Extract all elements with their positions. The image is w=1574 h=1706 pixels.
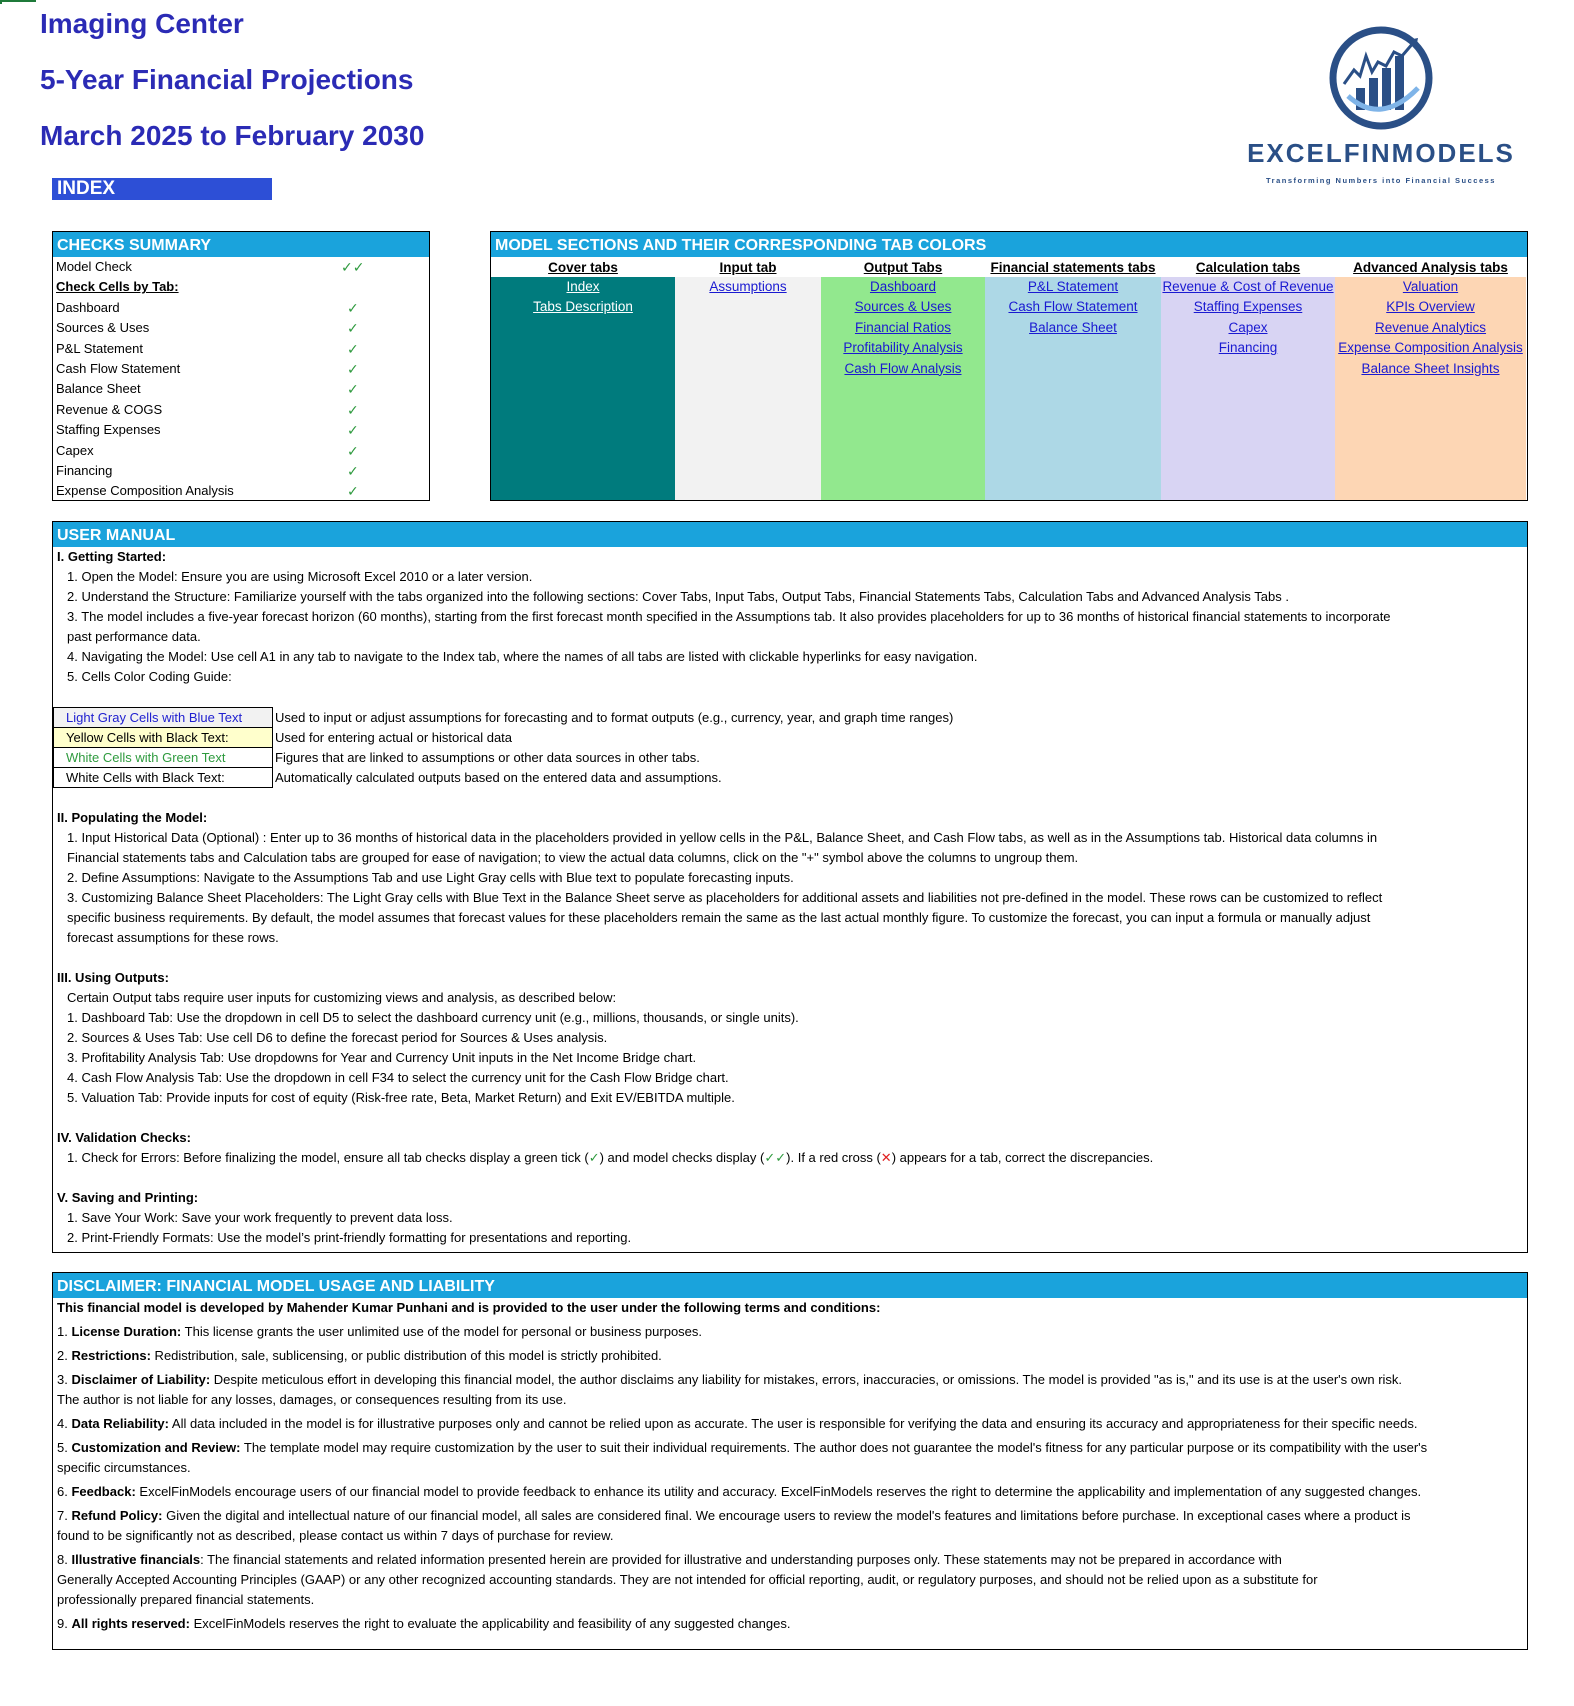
disclaimer-text: : The financial statements and related information presented herein are provided for illustrative and understanding purposes only. These statements may not be prepared in accordance with — [200, 1552, 1282, 1567]
disclaimer-line — [53, 1414, 1527, 1434]
check-tab-label: Capex — [56, 442, 94, 458]
check-tab-label: Sources & Uses — [56, 320, 150, 336]
disclaimer-text: ExcelFinModels encourage users of our financial model to provide feedback to enhance its utility and accuracy. ExcelFinModels reserves the right to determine the applicability and implementation of any suggested changes. — [135, 1484, 1422, 1499]
double-tick-icon: ✓✓ — [764, 1150, 787, 1165]
manual-line: 4. Navigating the Model: Use cell A1 in any tab to navigate to the Index tab, where the names of all tabs are listed with clickable hyperlinks for easy navigation. — [67, 649, 978, 664]
disclaimer-line — [53, 1482, 1527, 1502]
manual-line: 1. Input Historical Data (Optional) : Enter up to 36 months of historical data in the placeholders provided in yellow cells in the P&L, Balance Sheet, and Cash Flow tabs, as well as in the Assumptions tab. Historical data columns in — [67, 830, 1378, 845]
disclaimer-text: The template model may require customization by the user to suit their individual requirements. The author does not guarantee the model's fitness for any particular purpose or its compatibility with the user's — [240, 1440, 1428, 1455]
disclaimer-item — [53, 1414, 1527, 1434]
section-populating-title: II. Populating the Model: — [57, 810, 208, 825]
section-column-body — [1335, 277, 1526, 500]
disclaimer-intro: This financial model is developed by Mahender Kumar Punhani and is provided to the user under the following terms and conditions: — [57, 1300, 881, 1315]
check-row — [53, 400, 429, 420]
check-tab-label: Cash Flow Statement — [56, 360, 181, 376]
section-column — [1161, 257, 1335, 500]
manual-line: 2. Understand the Structure: Familiarize yourself with the tabs organized into the following sections: Cover Tabs, Input Tabs, Output Tabs, Financial Statements Tabs, Calculation Tabs and Advanced Analysis Tabs . — [67, 589, 1289, 604]
section-column — [985, 257, 1161, 500]
title-projections: 5-Year Financial Projections — [40, 64, 414, 95]
section-column-title: Advanced Analysis tabs — [1335, 257, 1526, 277]
index-link[interactable]: INDEX — [52, 178, 272, 200]
check-icon: ✓ — [347, 320, 359, 337]
tab-link[interactable]: Assumptions — [709, 279, 787, 294]
check-icon: ✓ — [347, 340, 359, 357]
disclaimer-text: Despite meticulous effort in developing this financial model, the author disclaims any liability for mistakes, errors, inaccuracies, or omissions. The model is provided "as is," and its use is at the user's own risk. — [210, 1372, 1403, 1387]
section-column-title: Financial statements tabs — [985, 257, 1161, 277]
tab-link[interactable]: Profitability Analysis — [843, 340, 963, 356]
red-cross-icon: ✕ — [880, 1150, 892, 1165]
logo-chart-icon — [1236, 26, 1526, 136]
tab-link[interactable]: Cash Flow Statement — [1008, 299, 1138, 315]
model-sections-header: MODEL SECTIONS AND THEIR CORRESPONDING TAB COLORS — [491, 232, 1527, 257]
legend-description: Automatically calculated outputs based on the entered data and assumptions. — [275, 770, 722, 785]
disclaimer-line — [53, 1506, 1527, 1526]
check-row — [53, 359, 429, 379]
disclaimer-term: License Duration: — [71, 1324, 182, 1339]
disclaimer-num: 3. — [57, 1372, 72, 1387]
tab-link[interactable]: Index — [566, 279, 600, 294]
section-column-body — [985, 277, 1161, 500]
disclaimer-text: Redistribution, sale, sublicensing, or public distribution of this model is strictly prohibited. — [150, 1348, 662, 1363]
section-column-title: Calculation tabs — [1161, 257, 1335, 277]
disclaimer-num: 5. — [57, 1440, 72, 1455]
tab-link[interactable]: P&L Statement — [1027, 279, 1119, 294]
check-icon: ✓ — [347, 422, 359, 439]
disclaimer-text: This license grants the user unlimited use of the model for personal or business purposes. — [181, 1324, 703, 1339]
disclaimer-term: Illustrative financials — [71, 1552, 201, 1567]
check-icon: ✓ — [347, 381, 359, 398]
manual-line: 4. Cash Flow Analysis Tab: Use the dropdown in cell F34 to select the currency unit for the Cash Flow Bridge chart. — [67, 1070, 729, 1085]
tab-link[interactable]: Revenue Analytics — [1374, 319, 1487, 335]
legend-swatch: White Cells with Black Text: — [53, 768, 273, 788]
validation-check-text — [53, 1148, 1527, 1168]
disclaimer-term: All rights reserved: — [71, 1616, 190, 1631]
check-icon: ✓ — [347, 360, 359, 377]
user-manual-panel — [52, 521, 1528, 1253]
manual-line: specific business requirements. By default, the model assumes that forecast values for these placeholders remain the same as the last actual monthly figure. To customize the forecast, you can input a formula or manually adjust — [67, 910, 1371, 925]
manual-line: 1. Open the Model: Ensure you are using Microsoft Excel 2010 or a later version. — [67, 569, 533, 584]
model-check-row — [53, 257, 429, 277]
check-row — [53, 481, 429, 501]
manual-line: Financial statements tabs and Calculation tabs are grouped for ease of navigation; to view the actual data columns, click on the "+" symbol above the columns to ungroup them. — [67, 850, 1079, 865]
disclaimer-term: Refund Policy: — [71, 1508, 163, 1523]
disclaimer-item — [53, 1322, 1527, 1342]
section-getting-started-title: I. Getting Started: — [57, 549, 167, 564]
check-tab-label: P&L Statement — [56, 340, 143, 356]
manual-line: 3. Customizing Balance Sheet Placeholders: The Light Gray cells with Blue Text in the Balance Sheet serve as placeholders for additional assets and liabilities not pre-defined in the model. These rows can be customized to reflect — [67, 890, 1383, 905]
disclaimer-text: All data included in the model is for illustrative purposes only and cannot be relied upon as accurate. The user is responsible for verifying the data and ensuring its accuracy and appropriateness for their specific needs. — [169, 1416, 1418, 1431]
manual-line: past performance data. — [67, 629, 201, 644]
manual-line: Certain Output tabs require user inputs for customizing views and analysis, as described below: — [67, 990, 617, 1005]
check-icon: ✓ — [347, 483, 359, 500]
tab-link[interactable]: Expense Composition Analysis — [1338, 340, 1523, 356]
section-using-outputs-title: III. Using Outputs: — [57, 970, 169, 985]
disclaimer-line — [53, 1322, 1527, 1342]
validation-text-c: ). If a red cross ( — [786, 1150, 881, 1165]
double-check-icon: ✓✓ — [341, 259, 365, 275]
tab-link[interactable]: KPIs Overview — [1386, 299, 1475, 315]
green-tick-icon: ✓ — [588, 1150, 600, 1165]
disclaimer-num: 9. — [57, 1616, 72, 1631]
disclaimer-term: Customization and Review: — [71, 1440, 241, 1455]
disclaimer-text: Generally Accepted Accounting Principles (GAAP) or any other recognized accounting standards. They are not intended for official reporting, audit, or regulatory purposes, and should not be relied upon as a substitute for — [57, 1572, 1318, 1587]
check-row — [53, 461, 429, 481]
tab-link[interactable]: Valuation — [1402, 279, 1459, 294]
check-icon: ✓ — [347, 401, 359, 418]
tab-link[interactable]: Capex — [1228, 319, 1268, 335]
manual-line: 2. Print-Friendly Formats: Use the model’s print-friendly formatting for presentations and reporting. — [67, 1230, 632, 1245]
manual-line: 2. Define Assumptions: Navigate to the Assumptions Tab and use Light Gray cells with Blue text to populate forecasting inputs. — [67, 870, 794, 885]
check-tab-label: Balance Sheet — [56, 381, 141, 397]
section-column-title: Output Tabs — [821, 257, 985, 277]
check-cells-by-tab-label: Check Cells by Tab: — [56, 279, 179, 295]
legend-description: Figures that are linked to assumptions or other data sources in other tabs. — [275, 750, 700, 765]
section-column — [821, 257, 985, 500]
check-row — [53, 318, 429, 338]
legend-description: Used for entering actual or historical data — [275, 730, 513, 745]
user-manual-header: USER MANUAL — [53, 522, 1527, 547]
check-items-list — [53, 298, 429, 502]
legend-swatch: White Cells with Green Text — [53, 748, 273, 768]
title-period: March 2025 to February 2030 — [40, 120, 425, 151]
tab-link[interactable]: Financial Ratios — [854, 319, 952, 335]
model-check-label: Model Check — [56, 259, 132, 274]
disclaimer-term: Data Reliability: — [71, 1416, 169, 1431]
section-column — [491, 257, 675, 500]
disclaimer-num: 2. — [57, 1348, 72, 1363]
disclaimer-num: 6. — [57, 1484, 72, 1499]
section-column-title: Input tab — [675, 257, 821, 277]
manual-line: 1. Dashboard Tab: Use the dropdown in cell D5 to select the dashboard currency unit (e.g., millions, thousands, or single units). — [67, 1010, 799, 1025]
disclaimer-item — [53, 1482, 1527, 1502]
disclaimer-text: specific circumstances. — [57, 1460, 191, 1475]
disclaimer-item — [53, 1438, 1527, 1478]
disclaimer-num: 8. — [57, 1552, 72, 1567]
legend-row — [53, 768, 722, 788]
tab-link[interactable]: Staffing Expenses — [1193, 299, 1303, 315]
tab-link[interactable]: Financing — [1218, 340, 1278, 356]
disclaimer-item — [53, 1614, 1527, 1634]
check-row — [53, 420, 429, 440]
disclaimer-term: Restrictions: — [71, 1348, 151, 1363]
check-tab-label: Staffing Expenses — [56, 422, 161, 438]
disclaimer-item — [53, 1370, 1527, 1410]
section-column-body — [821, 277, 985, 500]
disclaimer-line — [53, 1550, 1527, 1570]
validation-text-d: ) appears for a tab, correct the discrepancies. — [891, 1150, 1154, 1165]
disclaimer-item — [53, 1550, 1527, 1610]
section-validation-title: IV. Validation Checks: — [57, 1130, 191, 1145]
disclaimer-line — [53, 1570, 1527, 1590]
section-column-title: Cover tabs — [491, 257, 675, 277]
section-column-body — [491, 277, 675, 500]
logo-tagline: Transforming Numbers into Financial Success — [1266, 176, 1496, 185]
excelfinmodels-logo — [1236, 26, 1526, 196]
manual-line: 5. Cells Color Coding Guide: — [67, 669, 232, 684]
check-icon: ✓ — [347, 462, 359, 479]
legend-row — [53, 728, 513, 748]
tab-link[interactable]: Balance Sheet Insights — [1361, 360, 1500, 376]
disclaimer-header: DISCLAIMER: FINANCIAL MODEL USAGE AND LIABILITY — [53, 1273, 1527, 1298]
disclaimer-text: professionally prepared financial statements. — [57, 1592, 315, 1607]
sheet-corner-marker — [0, 0, 36, 4]
legend-swatch: Light Gray Cells with Blue Text — [53, 708, 273, 728]
manual-line: 3. Profitability Analysis Tab: Use dropdowns for Year and Currency Unit inputs in the Net Income Bridge chart. — [67, 1050, 697, 1065]
check-tab-label: Dashboard — [56, 299, 120, 315]
check-tab-label: Expense Composition Analysis — [56, 483, 234, 499]
logo-name: EXCELFINMODELS — [1247, 138, 1515, 168]
tab-link[interactable]: Balance Sheet — [1029, 319, 1117, 335]
checks-summary-panel — [52, 231, 430, 501]
check-row — [53, 379, 429, 399]
disclaimer-num: 1. — [57, 1324, 72, 1339]
manual-line: 3. The model includes a five-year forecast horizon (60 months), starting from the first forecast month specified in the Assumptions tab. It also provides placeholders for up to 36 months of historical financial statements to incorporate — [67, 609, 1391, 624]
disclaimer-line — [53, 1346, 1527, 1366]
section-column — [1335, 257, 1526, 500]
section-column — [675, 257, 821, 500]
disclaimer-line — [53, 1614, 1527, 1634]
check-row — [53, 339, 429, 359]
section-column-body — [675, 277, 821, 500]
tab-link[interactable]: Sources & Uses — [854, 299, 952, 315]
legend-row — [53, 708, 954, 728]
title-company: Imaging Center — [40, 8, 244, 39]
tab-link[interactable]: Revenue & Cost of Revenue — [1162, 279, 1334, 294]
check-icon: ✓ — [347, 442, 359, 459]
legend-description: Used to input or adjust assumptions for forecasting and to format outputs (e.g., currency, year, and graph time ranges) — [275, 710, 954, 725]
legend-row — [53, 748, 700, 768]
color-coding-legend — [53, 707, 954, 788]
disclaimer-item — [53, 1506, 1527, 1546]
disclaimer-item — [53, 1346, 1527, 1366]
disclaimer-line — [53, 1526, 1527, 1546]
tab-link[interactable]: Dashboard — [869, 279, 937, 294]
check-row — [53, 298, 429, 318]
checks-summary-header: CHECKS SUMMARY — [53, 232, 429, 257]
disclaimer-num: 7. — [57, 1508, 72, 1523]
validation-text-b: ) and model checks display ( — [599, 1150, 765, 1165]
disclaimer-line — [53, 1458, 1527, 1478]
section-saving-title: V. Saving and Printing: — [57, 1190, 199, 1205]
check-icon: ✓ — [347, 299, 359, 316]
disclaimer-text: found to be significantly not as described, please contact us within 7 days of purchase for review. — [57, 1528, 614, 1543]
check-tab-label: Financing — [56, 462, 113, 478]
disclaimer-text: ExcelFinModels reserves the right to evaluate the applicability and feasibility of any suggested changes. — [189, 1616, 791, 1631]
legend-swatch: Yellow Cells with Black Text: — [53, 728, 273, 748]
disclaimer-line — [53, 1438, 1527, 1458]
disclaimer-term: Disclaimer of Liability: — [71, 1372, 211, 1387]
disclaimer-line — [53, 1390, 1527, 1410]
disclaimer-line — [53, 1590, 1527, 1610]
disclaimer-term: Feedback: — [71, 1484, 136, 1499]
manual-line: 1. Save Your Work: Save your work frequently to prevent data loss. — [67, 1210, 453, 1225]
section-column-body — [1161, 277, 1335, 500]
disclaimer-text: The author is not liable for any losses, damages, or consequences resulting from its use. — [57, 1392, 567, 1407]
check-row — [53, 441, 429, 461]
disclaimer-line — [53, 1370, 1527, 1390]
tab-link[interactable]: Cash Flow Analysis — [844, 360, 962, 376]
tab-link[interactable]: Tabs Description — [533, 299, 633, 315]
disclaimer-panel — [52, 1272, 1528, 1650]
manual-line: 5. Valuation Tab: Provide inputs for cost of equity (Risk-free rate, Beta, Market Return) and Exit EV/EBITDA multiple. — [67, 1090, 735, 1105]
disclaimer-text: Given the digital and intellectual nature of our financial model, all sales are considered final. We encourage users to review the model's features and limitations before purchase. In exceptional cases where a product is — [162, 1508, 1411, 1523]
check-tab-label: Revenue & COGS — [56, 401, 163, 417]
manual-line: 2. Sources & Uses Tab: Use cell D6 to define the forecast period for Sources & Uses analysis. — [67, 1030, 608, 1045]
manual-line: forecast assumptions for these rows. — [67, 930, 279, 945]
disclaimer-num: 4. — [57, 1416, 72, 1431]
validation-text-a: 1. Check for Errors: Before finalizing the model, ensure all tab checks display a green tick ( — [67, 1150, 589, 1165]
model-sections-panel — [490, 231, 1528, 501]
